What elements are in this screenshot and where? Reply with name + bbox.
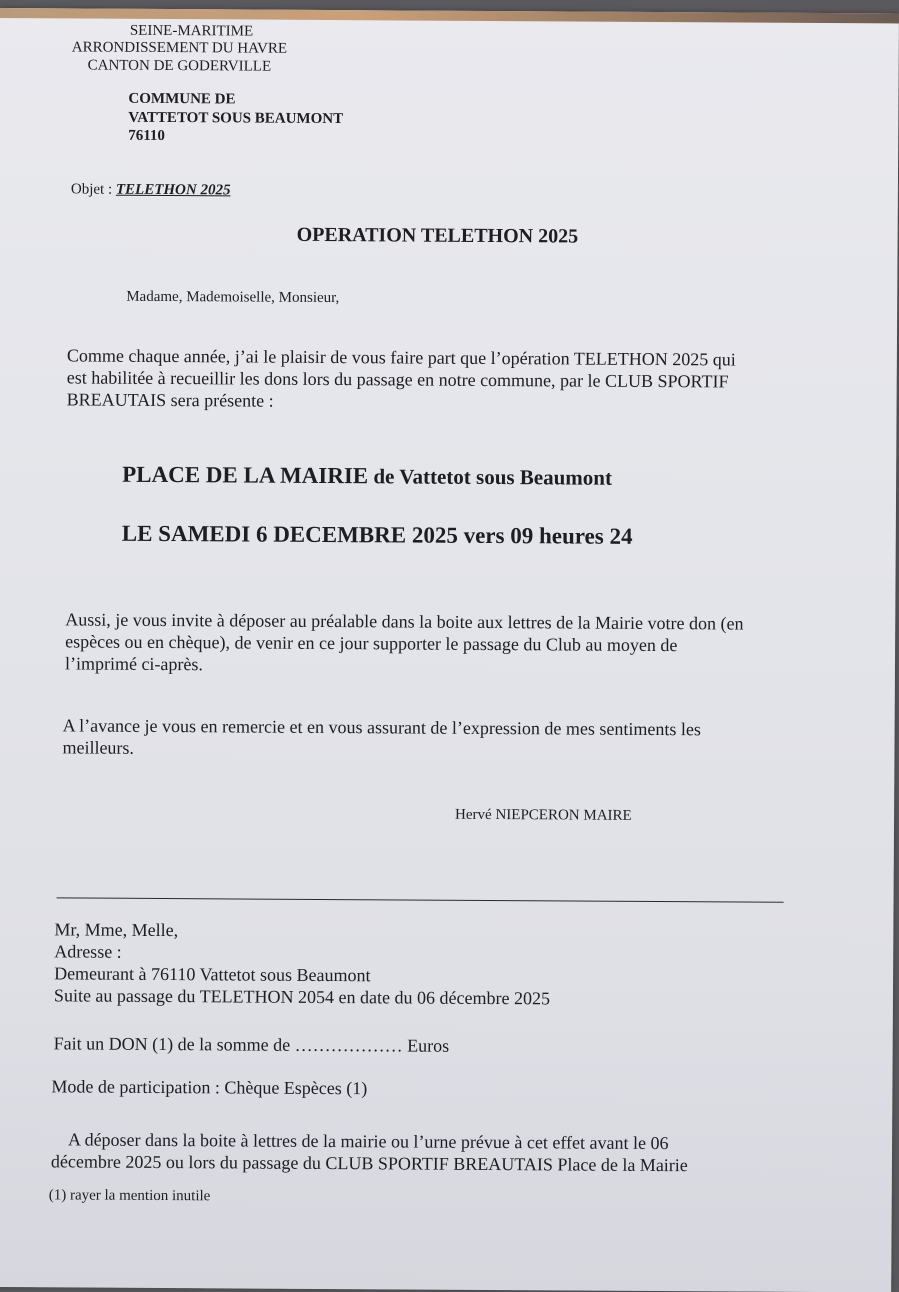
event-place (122, 462, 612, 491)
intro-line-1: Comme chaque année, j’ai le plaisir de vous faire part que l’opération TELETHON 2025 qui (66, 345, 736, 370)
event-place-rest: de Vattetot sous Beaumont (368, 464, 613, 490)
header-commune-label: COMMUNE DE (128, 90, 236, 108)
objet-line (71, 181, 231, 199)
form-residence: Demeurant à 76110 Vattetot sous Beaumont (54, 963, 371, 986)
header-canton: CANTON DE GODERVILLE (87, 57, 272, 75)
invite-line-2: espèces ou en chèque), de venir en ce jour supporter le passage du Club au moyen de (65, 631, 678, 656)
letter-page (0, 8, 899, 1292)
form-address: Adresse : (54, 941, 122, 962)
tear-off-rule (57, 897, 784, 902)
salutation: Madame, Mademoiselle, Monsieur, (126, 288, 340, 307)
paper-edge (0, 8, 899, 23)
header-department: SEINE-MARITIME (129, 22, 254, 40)
objet-value: TELETHON 2025 (115, 181, 231, 199)
page-title: OPERATION TELETHON 2025 (296, 223, 579, 248)
form-civility: Mr, Mme, Melle, (54, 919, 179, 941)
header-commune-name: VATTETOT SOUS BEAUMONT (128, 109, 344, 128)
closing-line-1: A l’avance je vous en remercie et en vous assurant de l’expression de mes sentiments les (62, 715, 701, 740)
signature: Hervé NIEPCERON MAIRE (455, 806, 632, 824)
form-deposit-line-2: décembre 2025 ou lors du passage du CLUB SPORTIF BREAUTAIS Place de la Mairie (50, 1151, 688, 1176)
form-donation: Fait un DON (1) de la somme de ……………… Euros (53, 1033, 450, 1056)
form-footnote: (1) rayer la mention inutile (48, 1187, 211, 1205)
intro-line-2: est habilitée à recueillir les dons lors du passage en notre commune, par le CLUB SPORTIF (66, 367, 729, 392)
form-mode: Mode de participation : Chèque Espèces (1) (51, 1076, 368, 1099)
objet-label: Objet : (70, 181, 116, 198)
header-arrondissement: ARRONDISSEMENT DU HAVRE (71, 39, 288, 57)
closing-line-2: meilleurs. (62, 737, 135, 758)
form-following: Suite au passage du TELETHON 2054 en date du 06 décembre 2025 (53, 985, 551, 1009)
header-postcode: 76110 (128, 127, 165, 145)
invite-line-3: l’imprimé ci-après. (64, 653, 204, 675)
event-place-bold: PLACE DE LA MAIRIE (122, 461, 369, 489)
invite-line-1: Aussi, je vous invite à déposer au préalable dans la boite aux lettres de la Mairie votre don (en (65, 609, 744, 634)
intro-line-3: BREAUTAIS sera présente : (66, 389, 274, 411)
form-deposit-line-1: A déposer dans la boite à lettres de la mairie ou l’urne prévue à cet effet avant le 06 (51, 1129, 669, 1154)
event-date: LE SAMEDI 6 DECEMBRE 2025 vers 09 heures 24 (121, 520, 633, 549)
